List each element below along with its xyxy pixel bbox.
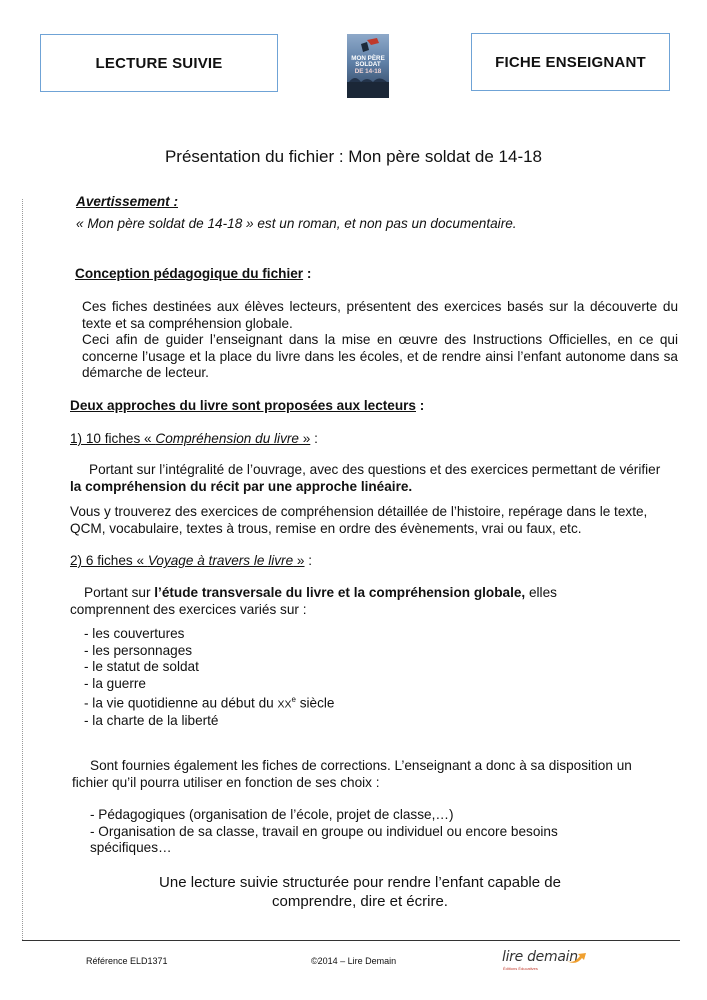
list-item: - la guerre [84,675,146,691]
section1-para1-bold: la compréhension du récit par une approche linéaire. [70,478,413,494]
lire-demain-logo: lire demain [502,949,578,965]
section2-title [70,553,305,568]
section1-para1-plain: Portant sur l’intégralité de l’ouvrage, avec des questions et des exercices permettant de vérifier [89,462,661,477]
section2-prefix: 2) 6 fiches « [70,553,148,568]
section2-heading [70,553,312,570]
conception-para-1: Ces fiches destinées aux élèves lecteurs, présentent des exercices basés sur la découverte du texte et sa compréhension globale. [82,299,678,331]
header-right-label: FICHE ENSEIGNANT [495,53,646,71]
list-item-century-prefix: - la vie quotidienne au début du [84,695,278,711]
section1-name: Compréhension du livre [155,431,299,446]
corrections-para: Sont fournies également les fiches de corrections. L’enseignant a donc à sa disposition un fichier qu’il pourra utiliser en fonction de ses choix : [72,758,632,790]
conception-heading-line [75,266,311,283]
header-left-label: LECTURE SUIVIE [95,54,223,72]
footer-reference: Référence ELD1371 [86,956,168,966]
section2-para-plain-2: elles comprennent des exercices variés sur : [70,585,557,617]
conception-body [82,299,678,382]
lire-demain-logo-subtitle: Éditions Éducatives [503,966,538,971]
left-margin-rule [22,199,23,940]
logo-swoosh-icon [566,950,588,966]
section1-colon: : [310,431,318,446]
list-item: - Organisation de sa classe, travail en groupe ou individuel ou encore besoins spécifiques… [90,823,558,855]
section2-name: Voyage à travers le livre [147,553,294,568]
footer-rule [22,940,680,941]
conception-heading-colon: : [303,266,312,281]
section1-prefix: 1) 10 fiches « [70,431,156,446]
approches-heading-colon: : [416,398,425,413]
cover-title-line-1: MON PÈRE [351,55,385,62]
section1-para-1 [70,462,670,495]
list-item: - la charte de la liberté [84,713,219,729]
cover-title-line-2: SOLDAT [355,61,381,69]
list-item-century [84,692,334,713]
avertissement-text: « Mon père soldat de 14-18 » est un roman, et non pas un documentaire. [76,216,517,231]
section2-list [84,626,334,730]
page-title: Présentation du fichier : Mon père soldat de 14-18 [164,147,543,166]
footer-copyright: ©2014 – Lire Demain [311,956,397,966]
section2-para-plain-1: Portant sur [84,585,155,600]
list-item: - le statut de soldat [84,659,199,674]
corrections-list [90,807,610,857]
cover-title-line-3: DE 14-18 [354,67,382,75]
century-superscript: e [291,695,296,704]
header-fiche-enseignant-box [471,33,670,91]
conception-para-2: Ceci afin de guider l’enseignant dans la mise en œuvre des Instructions Officielles, en ce qui concerne l’usage et la place du livre dans les écoles, et de rendre ainsi l’enfant autonome dans sa démarche de lecteur. [82,332,678,380]
list-item: - les personnages [84,642,193,658]
section2-para [70,585,590,618]
avertissement-heading: Avertissement : [76,194,178,209]
conception-heading: Conception pédagogique du fichier [75,266,304,281]
section2-colon: : [304,553,313,568]
century-tail: siècle [295,695,335,711]
section2-suffix: » [293,553,305,568]
section1-title [70,431,310,446]
header-lecture-suivie-box [40,34,278,92]
century-numeral: XX [277,698,292,711]
section1-suffix: » [298,431,311,446]
section1-para-2: Vous y trouverez des exercices de compréhension détaillée de l’histoire, repérage dans le texte, QCM, vocabulaire, textes à trous, remise en ordre des évènements, vrai ou faux, etc. [70,504,648,536]
section1-heading [70,431,318,448]
approches-heading: Deux approches du livre sont proposées aux lecteurs [70,398,416,413]
list-item: - les couvertures [84,626,185,641]
closing-statement: Une lecture suivie structurée pour rendre l’enfant capable de comprendre, dire et écrire. [159,874,561,910]
book-cover-image [347,34,389,98]
list-item: - Pédagogiques (organisation de l’école, projet de classe,…) [90,807,454,822]
approches-heading-line [70,398,424,415]
section2-para-bold: l’étude transversale du livre et la compréhension globale, [154,585,526,600]
